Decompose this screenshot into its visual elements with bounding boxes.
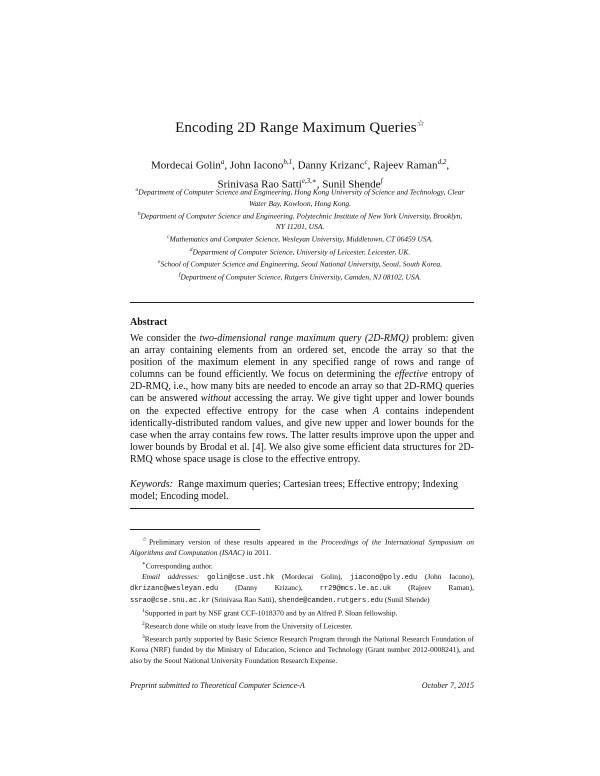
- preprint-note: Preprint submitted to Theoretical Computer Science-A: [130, 681, 305, 690]
- email-link[interactable]: jiacono@poly.edu: [349, 573, 418, 582]
- keywords: [130, 479, 474, 503]
- footnote-text: (Danny Krizanc),: [218, 583, 320, 592]
- abstract-text: We consider the: [130, 333, 200, 344]
- title-footnote-mark: ☆: [416, 118, 425, 128]
- abstract-text: accessing the array. We give tight upper and lower bounds on the expected effective entropy for the case when: [130, 393, 474, 417]
- affiliation: [135, 257, 465, 270]
- email-link[interactable]: shende@camden.rutgers.edu: [277, 596, 383, 605]
- affiliation-text: School of Computer Science and Engineering, Seoul National University, Seoul, South Korea.: [160, 259, 442, 269]
- email-link[interactable]: golin@cse.ust.hk: [207, 573, 275, 582]
- affiliation: [135, 245, 465, 258]
- abstract-text: contains independent identically-distributed random values, and give new upper and lower bounds for the case when the array contains few rows. The latter results improve upon the upper and lower bounds by Brodal et al. [4]. We also give some efficient data structures for 2D-RMQ whose space usage is close to the effective entropy.: [130, 405, 474, 465]
- footnote-text: (Srinivasa Rao Satti),: [209, 594, 278, 604]
- affiliation-mark: d: [189, 246, 193, 253]
- affiliation-mark: f: [178, 271, 181, 278]
- affiliation: [135, 232, 465, 245]
- author-affil-mark: e,3,∗: [301, 176, 317, 185]
- footnote-text: Research partly supported by Basic Science Research Program through the National Research Foundation of Korea (NRF) funded by the Ministry of Education, Science and Technology (Grant number 2012-0008241), and also by the Seoul National University Foundation Research Expense.: [130, 634, 474, 665]
- author-affil-mark: b,1: [283, 158, 293, 166]
- affiliation: [135, 185, 465, 209]
- affiliation-text: Department of Computer Science and Engineering, Hong Kong University of Science and Technology, Clear Water Bay, Kowloon, Hong Kong.: [138, 187, 465, 208]
- footnote-mark: ∗: [142, 560, 146, 567]
- footnote-text: (Mordecai Golin),: [274, 571, 350, 581]
- email-label: Email addresses:: [142, 571, 200, 581]
- footnote-rule: [130, 529, 260, 530]
- author-affil-mark: c: [364, 158, 368, 166]
- footnote-mark: 3: [142, 634, 145, 640]
- page-footer: [130, 681, 474, 690]
- abstract-bottom-rule: [130, 508, 474, 509]
- email-link[interactable]: dkrizanc@wesleyan.edu: [130, 585, 219, 593]
- abstract-emphasis: effective: [394, 369, 428, 381]
- abstract-text: entropy of 2D-RMQ, i.e., how many bits are needed to encode an array so that 2D-RMQ queries can be answered: [130, 369, 474, 405]
- author-name: John Iacono: [229, 159, 284, 172]
- affiliation-text: Department of Computer Science, University of Leicester, Leicester, UK.: [192, 247, 411, 256]
- affiliation-mark: e: [157, 259, 161, 265]
- footnote-3: [130, 632, 474, 666]
- author-name: Srinivasa Rao Satti: [217, 178, 302, 191]
- author-affil-mark: a: [220, 158, 225, 166]
- author-affil-mark: d,2: [437, 158, 447, 166]
- paper-title: [0, 118, 600, 137]
- author-affil-mark: f: [380, 176, 383, 185]
- affiliation-text: Department of Computer Science and Engineering, Polytechnic Institute of New York University, Brooklyn, NY 11201, USA.: [140, 211, 463, 231]
- affiliation-list: [135, 185, 465, 282]
- abstract-emphasis: two-dimensional range maximum query (2D-RMQ): [199, 333, 409, 344]
- affiliation-text: Department of Computer Science, Rutgers University, Camden, NJ 08102, USA.: [180, 272, 422, 281]
- author-list: Mordecai Golin$^a$, John Iacono$^{b,1}$, Danny Krizanc$^c$, Rajeev Raman$^{d,2}$, Srinivasa Rao Satti$^{e,3,∗}$, Sunil Shende$^f$: [150, 158, 450, 191]
- footnote-mark: ☆: [142, 537, 149, 543]
- affiliation-mark: c: [167, 234, 170, 240]
- affiliation-mark: a: [135, 187, 139, 193]
- author-name: Rajeev Raman: [373, 159, 438, 172]
- footnote-preliminary: [130, 535, 474, 559]
- footnote-text: Corresponding author.: [145, 561, 213, 570]
- email-link[interactable]: ssrao@cse.snu.ac.kr: [130, 596, 210, 605]
- author-name: Mordecai Golin: [150, 159, 221, 172]
- abstract-body: [130, 333, 474, 466]
- footnote-text: (Sunil Shende): [382, 594, 430, 604]
- preprint-date: October 7, 2015: [421, 681, 474, 690]
- title-text: Encoding 2D Range Maximum Queries: [175, 120, 417, 136]
- footnote-mark: 2: [142, 621, 145, 627]
- affiliation: [135, 209, 465, 233]
- email-link[interactable]: rr29@mcs.le.ac.uk: [319, 585, 392, 593]
- author-name: Sunil Shende: [322, 178, 381, 191]
- footnote-emphasis: Proceedings of the International Symposium on Algorithms and Computation (ISAAC): [130, 537, 474, 557]
- footnote-text: Supported in part by NSF grant CCF-1018370 and by an Alfred P. Sloan fellowship.: [144, 608, 398, 618]
- keywords-text: Range maximum queries; Cartesian trees; Effective entropy; Indexing model; Encoding model.: [130, 479, 458, 503]
- affiliation: [135, 270, 465, 283]
- footnote-2: [130, 619, 474, 632]
- footnote-corresponding: [130, 559, 474, 572]
- footnote-text: (John Iacono),: [417, 571, 474, 581]
- footnote-mark: 1: [142, 608, 145, 614]
- affiliation-text: Mathematics and Computer Science, Wesleyan University, Middletown, CT 06459 USA.: [169, 234, 433, 244]
- footnote-emails: [130, 572, 474, 607]
- footnote-1: [130, 606, 474, 619]
- abstract-top-rule: [130, 302, 474, 303]
- footnote-text: (Rajeev Raman),: [391, 583, 475, 592]
- keywords-label: Keywords:: [130, 479, 173, 490]
- footnotes: [130, 535, 474, 666]
- footnote-text: Research done while on study leave from the University of Leicester.: [144, 621, 353, 631]
- affiliation-mark: b: [137, 210, 141, 217]
- footnote-text: in 2011.: [244, 548, 271, 557]
- abstract-text: problem: given an array containing elements from an ordered set, encode the array so that the position of the maximum element in any specified range of rows and range of columns can be found efficiently. We focus on determining the: [130, 333, 474, 381]
- abstract-emphasis: without: [200, 393, 231, 405]
- author-name: Danny Krizanc: [297, 159, 365, 172]
- footnote-text: Preliminary version of these results appeared in the: [148, 537, 322, 547]
- abstract-emphasis: A: [372, 405, 380, 417]
- abstract-heading: Abstract: [130, 317, 168, 328]
